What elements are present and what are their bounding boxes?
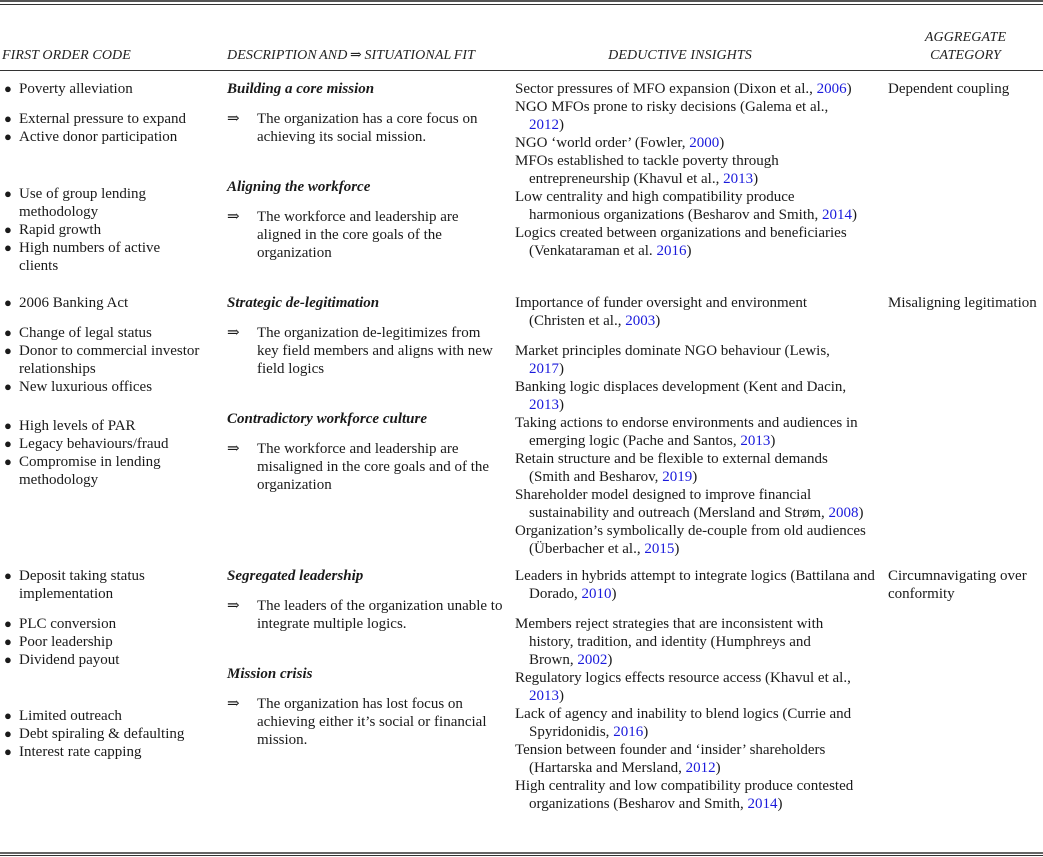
code-item: ● Poverty alleviation <box>4 81 133 97</box>
bullet-icon: ● <box>4 186 12 201</box>
bottom-rule-outer <box>0 852 1043 854</box>
citation-year-link[interactable]: 2019 <box>662 469 693 485</box>
insight-item: Retain structure and be flexible to external demands (Smith and Besharov, 2019) <box>515 451 828 485</box>
theme-title: Mission crisis <box>227 666 313 682</box>
insight-item: Organization’s symbolically de-couple from old audiences (Überbacher et al., 2015) <box>515 523 866 557</box>
implies-arrow-icon: ⇒ <box>227 441 240 457</box>
code-group <box>2 80 217 98</box>
citation-year-link[interactable]: 2016 <box>656 243 687 259</box>
situational-fit: ⇒ The workforce and leadership are aligned in the core goals of the organization <box>227 209 459 261</box>
theme-title: Aligning the workforce <box>227 179 371 195</box>
header-aggregate-line1: AGGREGATE <box>924 30 1007 45</box>
theme <box>227 410 502 494</box>
header-rule <box>0 70 1043 71</box>
insight-item: NGO ‘world order’ (Fowler, 2000) <box>515 135 725 151</box>
insight-item: High centrality and low compatibility produce contested organizations (Besharov and Smith, 2014) <box>515 778 854 812</box>
citation-year-link[interactable]: 2014 <box>747 796 778 812</box>
citation-year-link[interactable]: 2012 <box>685 760 716 776</box>
bullet-icon: ● <box>4 295 12 310</box>
insight-item: Sector pressures of MFO expansion (Dixon et al., 2006) <box>515 81 852 97</box>
bullet-icon: ● <box>4 744 12 759</box>
theme <box>227 178 492 262</box>
bullet-icon: ● <box>4 111 12 126</box>
citation-year-link[interactable]: 2017 <box>529 361 559 377</box>
bullet-icon: ● <box>4 222 12 237</box>
code-group <box>2 324 217 396</box>
bullet-icon: ● <box>4 634 12 649</box>
header-first-order-code: FIRST ORDER CODE <box>2 48 131 63</box>
bullet-icon: ● <box>4 379 12 394</box>
theme-title: Segregated leadership <box>227 568 364 584</box>
insight-item: NGO MFOs prone to risky decisions (Galema et al., 2012) <box>515 99 829 133</box>
bullet-icon: ● <box>4 726 12 741</box>
situational-fit: ⇒ The organization has lost focus on achieving either it’s social or financial mission. <box>227 696 487 748</box>
bullet-icon: ● <box>4 81 12 96</box>
top-rule-outer <box>0 0 1043 2</box>
insight-item: Shareholder model designed to improve financial sustainability and outreach (Mersland and Strøm, 2008) <box>515 487 864 521</box>
code-group <box>2 110 217 146</box>
citation-year-link[interactable]: 2010 <box>581 586 612 602</box>
theme-title: Contradictory workforce culture <box>227 411 428 427</box>
code-item: ● Donor to commercial investor relationships <box>4 343 200 377</box>
insight-list <box>515 567 877 813</box>
insight-item: Regulatory logics effects resource access (Khavul et al., 2013) <box>515 670 851 704</box>
citation-year-link[interactable]: 2013 <box>723 171 754 187</box>
insight-item: Members reject strategies that are inconsistent with history, tradition, and identity (Humphreys and Brown, 2002) <box>515 616 824 668</box>
insight-item: Banking logic displaces development (Kent and Dacin, 2013) <box>515 379 847 413</box>
aggregate-category: Circumnavigating over conformity <box>888 568 1027 602</box>
bullet-icon: ● <box>4 708 12 723</box>
bullet-icon: ● <box>4 616 12 631</box>
insight-item: MFOs established to tackle poverty through entrepreneurship (Khavul et al., 2013) <box>515 153 779 187</box>
situational-fit: ⇒ The organization has a core focus on achieving its social mission. <box>227 111 478 145</box>
implies-arrow-icon: ⇒ <box>227 209 240 225</box>
situational-fit: ⇒ The organization de-legitimizes from key field members and aligns with new field logics <box>227 325 493 377</box>
bullet-icon: ● <box>4 129 12 144</box>
bullet-icon: ● <box>4 325 12 340</box>
citation-year-link[interactable]: 2002 <box>577 652 608 668</box>
code-group <box>2 294 217 312</box>
citation-year-link[interactable]: 2012 <box>529 117 559 133</box>
code-group <box>2 707 217 761</box>
aggregate-category: Misaligning legitimation <box>888 295 1037 311</box>
insight-item: Lack of agency and inability to blend logics (Currie and Spyridonidis, 2016) <box>515 706 852 740</box>
top-rule-inner <box>0 4 1043 5</box>
theme-title: Building a core mission <box>227 81 375 97</box>
code-item: ● New luxurious offices <box>4 379 153 395</box>
code-item: ● High levels of PAR <box>4 418 136 434</box>
code-group <box>2 185 202 275</box>
code-group <box>2 615 217 669</box>
bullet-icon: ● <box>4 436 12 451</box>
theme <box>227 665 502 749</box>
bullet-icon: ● <box>4 568 12 583</box>
citation-year-link[interactable]: 2003 <box>625 313 656 329</box>
citation-year-link[interactable]: 2008 <box>828 505 859 521</box>
insight-item: Tension between founder and ‘insider’ shareholders (Hartarska and Mersland, 2012) <box>515 742 826 776</box>
bullet-icon: ● <box>4 418 12 433</box>
code-item: ● PLC conversion <box>4 616 117 632</box>
code-item: ● Active donor participation <box>4 129 178 145</box>
code-item: ● Poor leadership <box>4 634 113 650</box>
insight-item: Taking actions to endorse environments and audiences in emerging logic (Pache and Santos, 2013) <box>515 415 858 449</box>
code-item: ● Limited outreach <box>4 708 122 724</box>
code-item: ● Change of legal status <box>4 325 152 341</box>
code-item: ● External pressure to expand <box>4 111 187 127</box>
insight-list <box>515 80 877 260</box>
citation-year-link[interactable]: 2016 <box>613 724 644 740</box>
situational-fit: ⇒ The workforce and leadership are misaligned in the core goals and of the organization <box>227 441 490 493</box>
code-item: ● Use of group lending methodology <box>4 186 147 220</box>
citation-year-link[interactable]: 2015 <box>644 541 675 557</box>
bullet-icon: ● <box>4 240 12 255</box>
implies-arrow-icon: ⇒ <box>227 111 240 127</box>
code-group <box>2 417 202 489</box>
theme-title: Strategic de-legitimation <box>227 295 380 311</box>
theme <box>227 294 502 378</box>
code-item: ● Dividend payout <box>4 652 120 668</box>
implies-arrow-icon: ⇒ <box>227 325 240 341</box>
header-deductive-insights: DEDUCTIVE INSIGHTS <box>608 48 752 63</box>
citation-year-link[interactable]: 2013 <box>529 397 559 413</box>
insight-item: Low centrality and high compatibility produce harmonious organizations (Besharov and Smith, 2014) <box>515 189 858 223</box>
insight-item: Leaders in hybrids attempt to integrate logics (Battilana and Dorado, 2010) <box>515 568 875 602</box>
code-item: ● Deposit taking status implementation <box>4 568 145 602</box>
citation-year-link[interactable]: 2013 <box>740 433 771 449</box>
header-aggregate-category <box>888 29 1043 65</box>
insight-item: Logics created between organizations and beneficiaries (Venkataraman et al. 2016) <box>515 225 847 259</box>
code-item: ● Compromise in lending methodology <box>4 454 161 488</box>
situational-fit: ⇒ The leaders of the organization unable to integrate multiple logics. <box>227 598 503 632</box>
theme <box>227 567 507 633</box>
code-group <box>2 567 182 603</box>
code-item: ● Rapid growth <box>4 222 102 238</box>
bottom-rule-inner <box>0 855 1043 856</box>
citation-year-link[interactable]: 2006 <box>816 81 847 97</box>
insight-list <box>515 294 877 558</box>
aggregate-category: Dependent coupling <box>888 81 1010 97</box>
implies-arrow-icon: ⇒ <box>227 696 240 712</box>
citation-year-link[interactable]: 2013 <box>529 688 559 704</box>
header-description: DESCRIPTION AND ⇒ SITUATIONAL FIT <box>227 48 476 63</box>
bullet-icon: ● <box>4 343 12 358</box>
code-item: ● 2006 Banking Act <box>4 295 129 311</box>
citation-year-link[interactable]: 2000 <box>689 135 720 151</box>
code-item: ● High numbers of active clients <box>4 240 161 274</box>
bullet-icon: ● <box>4 652 12 667</box>
bullet-icon: ● <box>4 454 12 469</box>
insight-item: Market principles dominate NGO behaviour (Lewis, 2017) <box>515 343 830 377</box>
header-aggregate-line2: CATEGORY <box>930 48 1001 63</box>
theme <box>227 80 502 146</box>
code-item: ● Debt spiraling & defaulting <box>4 726 185 742</box>
insight-item: Importance of funder oversight and environment (Christen et al., 2003) <box>515 295 807 329</box>
code-item: ● Legacy behaviours/fraud <box>4 436 169 452</box>
citation-year-link[interactable]: 2014 <box>822 207 853 223</box>
implies-arrow-icon: ⇒ <box>227 598 240 614</box>
code-item: ● Interest rate capping <box>4 744 142 760</box>
